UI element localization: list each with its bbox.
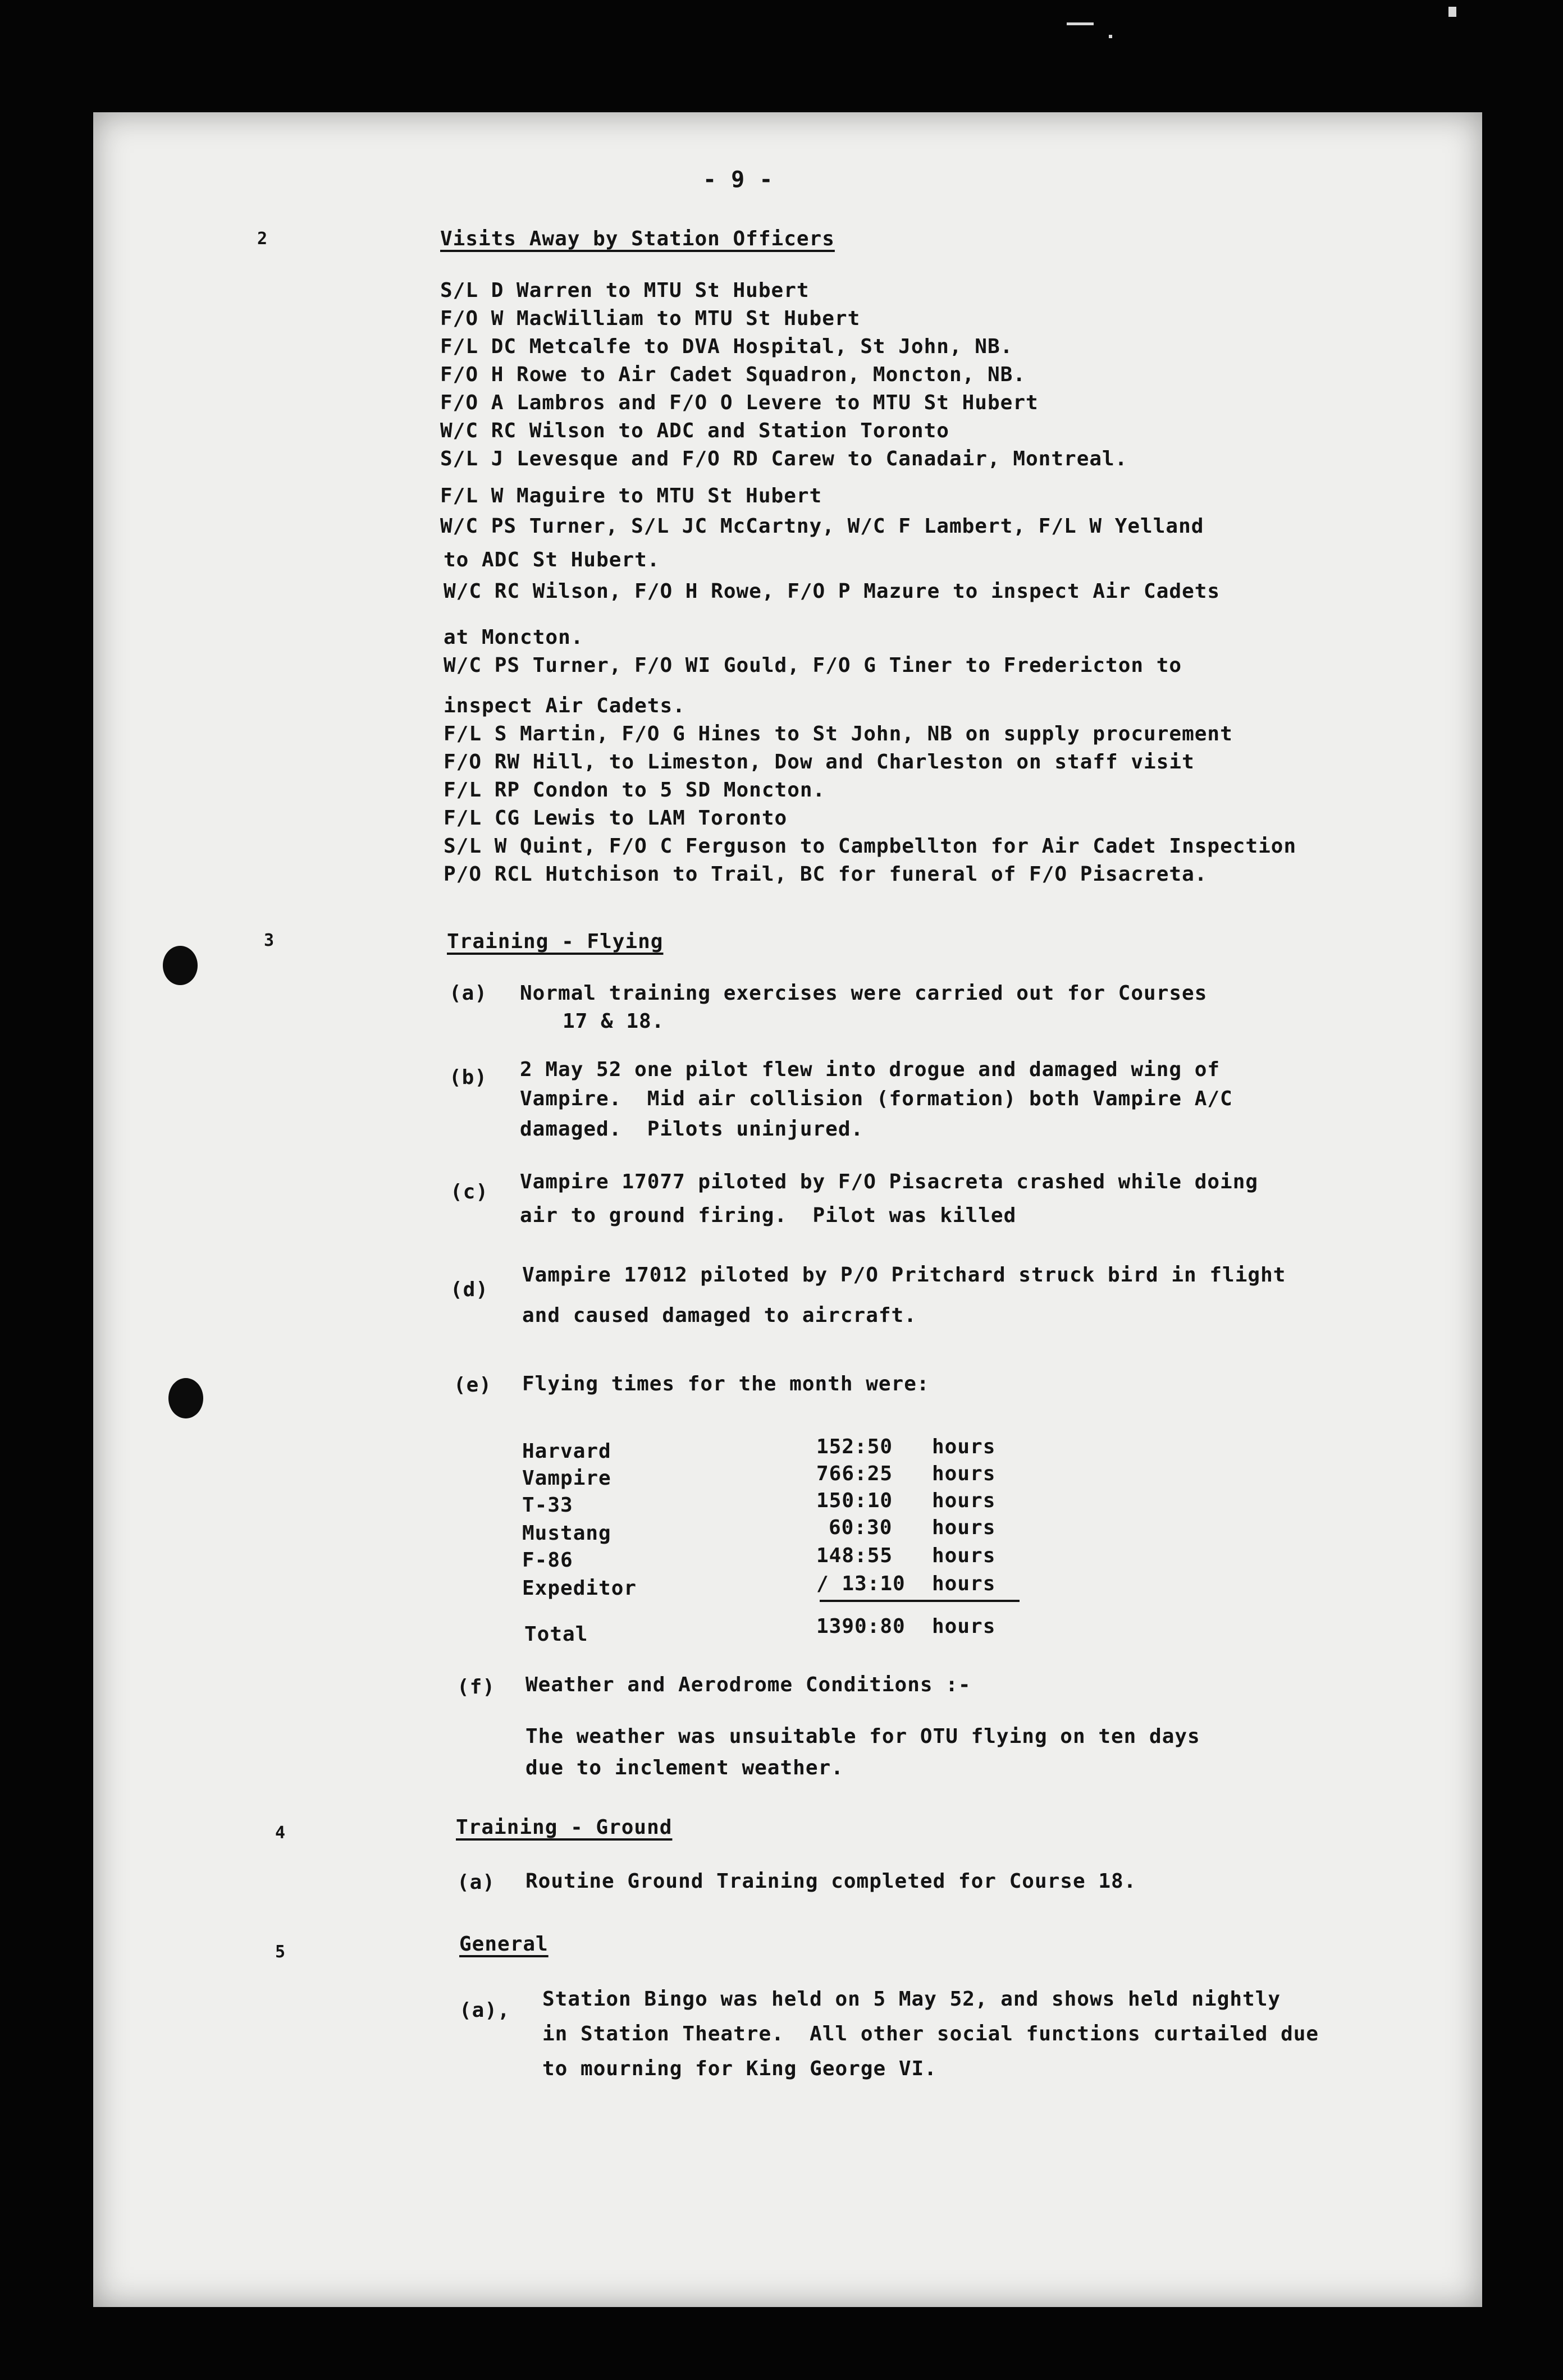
item-text: in Station Theatre. All other social functions curtailed due [542, 2022, 1319, 2045]
item-text: Normal training exercises were carried out for Courses [520, 982, 1208, 1005]
time-unit: hours [932, 1435, 996, 1458]
item-text: due to inclement weather. [525, 1756, 844, 1779]
film-speck [1067, 22, 1094, 25]
visit-line: inspect Air Cadets. [444, 694, 685, 717]
item-text: 17 & 18. [563, 1010, 665, 1033]
item-text: and caused damaged to aircraft. [522, 1304, 917, 1327]
total-unit: hours [932, 1615, 996, 1638]
section-heading-general: General [459, 1933, 549, 1956]
aircraft-name: Mustang [522, 1522, 611, 1545]
visit-line: at Moncton. [444, 626, 584, 649]
visit-line: W/C RC Wilson, F/O H Rowe, F/O P Mazure to inspect Air Cadets [444, 580, 1221, 603]
item-text: Vampire. Mid air collision (formation) both Vampire A/C [520, 1087, 1233, 1110]
item-text: damaged. Pilots uninjured. [520, 1118, 864, 1141]
time-unit: hours [932, 1572, 996, 1595]
time-unit: hours [932, 1489, 996, 1512]
flying-time: 60:30 [829, 1516, 893, 1539]
visit-line: F/L W Maguire to MTU St Hubert [440, 484, 822, 507]
aircraft-name: Harvard [522, 1440, 611, 1463]
aircraft-name: Vampire [522, 1467, 611, 1490]
item-text: to mourning for King George VI. [542, 2057, 937, 2080]
binder-hole-top [163, 946, 198, 985]
total-time: 1390:80 [816, 1615, 906, 1638]
section-number-3: 3 [264, 931, 275, 950]
item-label: (a) [457, 1871, 496, 1894]
item-text: Station Bingo was held on 5 May 52, and shows held nightly [542, 1988, 1281, 2011]
visit-line: W/C PS Turner, F/O WI Gould, F/O G Tiner to Fredericton to [444, 654, 1182, 677]
item-text: The weather was unsuitable for OTU flying on ten days [525, 1725, 1200, 1748]
visit-line: F/O W MacWilliam to MTU St Hubert [440, 307, 861, 330]
section-heading-training-ground: Training - Ground [456, 1816, 673, 1839]
item-label: (f) [457, 1676, 496, 1699]
flying-time: 148:55 [816, 1544, 893, 1567]
visit-line: F/O RW Hill, to Limeston, Dow and Charleston on staff visit [444, 750, 1195, 774]
time-unit: hours [932, 1544, 996, 1567]
visit-line: W/C PS Turner, S/L JC McCartny, W/C F Lambert, F/L W Yelland [440, 515, 1204, 538]
total-rule [820, 1600, 1020, 1602]
visit-line: F/O A Lambros and F/O O Levere to MTU St Hubert [440, 391, 1039, 414]
page-number: - 9 - [703, 167, 774, 193]
flying-time: 766:25 [816, 1462, 893, 1485]
film-speck [1109, 35, 1112, 38]
aircraft-name: T-33 [522, 1494, 573, 1517]
visit-line: F/L DC Metcalfe to DVA Hospital, St John, NB. [440, 335, 1013, 358]
visit-line: P/O RCL Hutchison to Trail, BC for funeral of F/O Pisacreta. [444, 863, 1208, 886]
item-text: air to ground firing. Pilot was killed [520, 1204, 1017, 1227]
aircraft-name: F-86 [522, 1549, 573, 1572]
visit-line: F/L RP Condon to 5 SD Moncton. [444, 779, 826, 802]
item-heading-weather: Weather and Aerodrome Conditions :- [525, 1673, 971, 1696]
total-label: Total [524, 1623, 588, 1646]
visit-line: S/L J Levesque and F/O RD Carew to Canadair, Montreal. [440, 447, 1128, 470]
binder-hole-bottom [168, 1378, 203, 1418]
section-heading-training-flying: Training - Flying [447, 930, 664, 953]
item-label: (a), [459, 1999, 510, 2022]
visit-line: W/C RC Wilson to ADC and Station Toronto [440, 419, 949, 442]
item-text: Flying times for the month were: [522, 1372, 930, 1395]
item-label: (b) [449, 1066, 488, 1089]
visit-line: F/O H Rowe to Air Cadet Squadron, Moncton, NB. [440, 363, 1026, 386]
item-text: 2 May 52 one pilot flew into drogue and damaged wing of [520, 1058, 1221, 1081]
item-label: (c) [450, 1180, 489, 1203]
aircraft-name: Expeditor [522, 1577, 637, 1600]
section-number-2: 2 [257, 229, 268, 249]
flying-time: / 13:10 [816, 1572, 906, 1595]
section-number-4: 4 [275, 1823, 286, 1843]
item-text: Routine Ground Training completed for Course 18. [525, 1870, 1137, 1893]
visit-line: S/L W Quint, F/O C Ferguson to Campbellton for Air Cadet Inspection [444, 835, 1297, 858]
item-label: (a) [449, 982, 488, 1005]
item-label: (e) [454, 1374, 492, 1397]
time-unit: hours [932, 1516, 996, 1539]
flying-time: 152:50 [816, 1435, 893, 1458]
flying-time: 150:10 [816, 1489, 893, 1512]
item-text: Vampire 17012 piloted by P/O Pritchard struck bird in flight [522, 1264, 1286, 1287]
visit-line: S/L D Warren to MTU St Hubert [440, 279, 810, 302]
section-number-5: 5 [275, 1942, 286, 1962]
time-unit: hours [932, 1462, 996, 1485]
visit-line: F/L CG Lewis to LAM Toronto [444, 807, 788, 830]
visit-line: to ADC St Hubert. [444, 548, 660, 571]
item-label: (d) [450, 1278, 489, 1301]
visit-line: F/L S Martin, F/O G Hines to St John, NB on supply procurement [444, 722, 1233, 745]
item-text: Vampire 17077 piloted by F/O Pisacreta crashed while doing [520, 1170, 1259, 1193]
section-heading-visits: Visits Away by Station Officers [440, 227, 835, 250]
film-speck [1448, 7, 1456, 17]
